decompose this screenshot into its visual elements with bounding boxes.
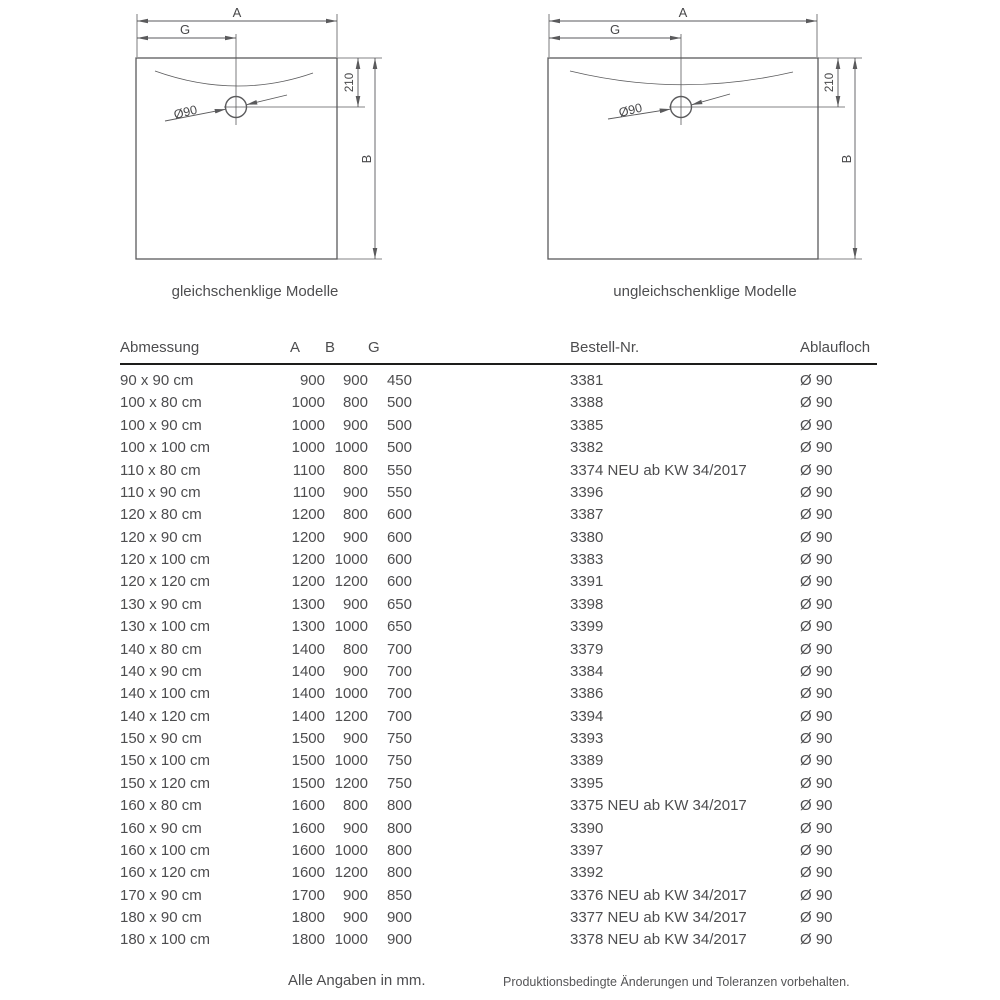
technical-drawing-square-model	[125, 5, 385, 270]
cell-ablaufloch: Ø 90	[800, 573, 833, 591]
dimension-label-a: A	[678, 5, 688, 20]
cell-abmessung: 180 x 90 cm	[120, 909, 202, 926]
table-header-row	[120, 339, 877, 364]
cell-abmessung: 120 x 120 cm	[120, 573, 211, 591]
table-row	[120, 818, 877, 840]
cell-g: 800	[386, 797, 412, 815]
cell-b: 1000	[334, 931, 368, 949]
table-row	[120, 392, 877, 414]
cell-a: 1400	[291, 662, 325, 680]
cell-a: 1000	[291, 416, 325, 434]
cell-g: 600	[386, 506, 412, 524]
tolerance-note: Produktionsbedingte Änderungen und Toleranzen vorbehalten.	[503, 975, 850, 989]
cell-a: 1200	[291, 551, 325, 568]
dimension-label-210: 210	[344, 72, 356, 93]
cell-a: 1700	[291, 886, 325, 904]
cell-a: 1600	[291, 797, 325, 815]
cell-b: 900	[342, 372, 368, 389]
cell-b: 800	[342, 506, 368, 524]
table-row	[120, 885, 877, 907]
cell-ablaufloch: Ø 90	[800, 483, 833, 501]
cell-bestell-nr: 3379	[570, 640, 604, 658]
cell-abmessung: 100 x 80 cm	[120, 394, 202, 412]
caption-rectangular-models: ungleichschenklige Modelle	[613, 283, 797, 300]
cell-a: 1200	[291, 573, 325, 591]
cell-g: 500	[386, 439, 412, 457]
cell-ablaufloch: Ø 90	[800, 864, 833, 882]
header-g: G	[368, 339, 412, 364]
header-abmessung: Abmessung	[120, 339, 290, 364]
cell-a: 1400	[291, 707, 325, 725]
cell-bestell-nr: 3374 NEU ab KW 34/2017	[570, 461, 747, 479]
cell-bestell-nr: 3389	[570, 752, 604, 770]
cell-bestell-nr: 3381	[570, 372, 604, 389]
table-row	[120, 460, 877, 482]
tray-slope-curve	[570, 71, 793, 85]
cell-a: 1200	[291, 528, 325, 546]
dimension-label-g: G	[179, 22, 191, 37]
cell-bestell-nr: 3388	[570, 394, 604, 412]
cell-ablaufloch: Ø 90	[800, 528, 833, 546]
cell-g: 750	[386, 752, 412, 770]
cell-bestell-nr: 3396	[570, 483, 604, 501]
cell-bestell-nr: 3390	[570, 819, 604, 837]
header-b: B	[325, 339, 368, 364]
cell-ablaufloch: Ø 90	[800, 730, 833, 747]
cell-ablaufloch: Ø 90	[800, 640, 833, 658]
cell-abmessung: 140 x 100 cm	[120, 685, 211, 703]
table-row	[120, 840, 877, 862]
cell-b: 900	[342, 416, 368, 434]
cell-abmessung: 170 x 90 cm	[120, 886, 202, 904]
cell-b: 900	[342, 483, 368, 501]
cell-ablaufloch: Ø 90	[800, 774, 833, 792]
spec-table	[120, 339, 877, 952]
cell-g: 850	[386, 886, 412, 904]
cell-g: 450	[386, 372, 412, 389]
cell-abmessung: 150 x 120 cm	[120, 774, 211, 792]
cell-abmessung: 110 x 80 cm	[120, 461, 201, 479]
cell-ablaufloch: Ø 90	[800, 662, 833, 680]
cell-a: 1800	[291, 931, 325, 949]
cell-bestell-nr: 3395	[570, 774, 604, 792]
cell-b: 1000	[334, 685, 368, 703]
table-row	[120, 364, 877, 392]
cell-ablaufloch: Ø 90	[800, 618, 833, 636]
cell-g: 900	[386, 909, 412, 926]
cell-b: 900	[342, 528, 368, 546]
cell-g: 700	[386, 640, 412, 658]
cell-ablaufloch: Ø 90	[800, 595, 833, 613]
dimension-label-210: 210	[824, 72, 836, 93]
tray-outline	[136, 58, 337, 259]
caption-square-models: gleichschenklige Modelle	[171, 283, 339, 300]
cell-g: 650	[386, 618, 412, 636]
cell-abmessung: 160 x 90 cm	[120, 819, 202, 837]
cell-bestell-nr: 3376 NEU ab KW 34/2017	[570, 886, 747, 904]
table-body	[120, 364, 877, 952]
cell-b: 1000	[334, 551, 368, 568]
cell-b: 800	[342, 640, 368, 658]
cell-g: 700	[386, 707, 412, 725]
cell-a: 1100	[292, 461, 325, 479]
cell-ablaufloch: Ø 90	[800, 506, 833, 524]
cell-bestell-nr: 3398	[570, 595, 604, 613]
cell-a: 1300	[291, 595, 325, 613]
cell-b: 800	[342, 394, 368, 412]
cell-abmessung: 100 x 90 cm	[120, 416, 202, 434]
cell-abmessung: 160 x 80 cm	[120, 797, 202, 815]
cell-g: 800	[386, 864, 412, 882]
table-row	[120, 706, 877, 728]
cell-bestell-nr: 3399	[570, 618, 604, 636]
cell-bestell-nr: 3375 NEU ab KW 34/2017	[570, 797, 747, 815]
table-row	[120, 862, 877, 884]
technical-drawing-rectangular-model	[540, 5, 870, 270]
cell-b: 800	[342, 461, 368, 479]
cell-g: 600	[386, 528, 412, 546]
cell-ablaufloch: Ø 90	[800, 819, 833, 837]
cell-b: 1200	[334, 707, 368, 725]
cell-bestell-nr: 3391	[570, 573, 604, 591]
cell-g: 700	[386, 685, 412, 703]
cell-ablaufloch: Ø 90	[800, 931, 833, 949]
header-ablaufloch: Ablaufloch	[800, 339, 877, 364]
cell-a: 1600	[291, 864, 325, 882]
cell-b: 1000	[334, 618, 368, 636]
cell-b: 900	[342, 886, 368, 904]
table-row	[120, 639, 877, 661]
cell-a: 1000	[291, 439, 325, 457]
cell-a: 1600	[291, 819, 325, 837]
table-row	[120, 571, 877, 593]
cell-ablaufloch: Ø 90	[800, 394, 833, 412]
cell-a: 1500	[291, 752, 325, 770]
cell-abmessung: 130 x 90 cm	[120, 595, 202, 613]
cell-bestell-nr: 3384	[570, 662, 604, 680]
dimension-label-b: B	[359, 154, 374, 164]
units-note: Alle Angaben in mm.	[288, 972, 426, 989]
cell-ablaufloch: Ø 90	[800, 707, 833, 725]
cell-abmessung: 140 x 120 cm	[120, 707, 211, 725]
cell-b: 900	[342, 819, 368, 837]
cell-b: 1200	[334, 774, 368, 792]
cell-b: 1200	[334, 573, 368, 591]
cell-b: 1200	[334, 864, 368, 882]
dimension-label-a: A	[232, 5, 242, 20]
cell-abmessung: 140 x 90 cm	[120, 662, 202, 680]
cell-g: 500	[386, 416, 412, 434]
table-row	[120, 907, 877, 929]
cell-a: 1600	[291, 841, 325, 859]
tray-outline	[548, 58, 818, 259]
cell-bestell-nr: 3377 NEU ab KW 34/2017	[570, 909, 747, 926]
cell-g: 800	[386, 819, 412, 837]
drain-leader-line	[246, 95, 287, 105]
cell-b: 900	[342, 595, 368, 613]
cell-abmessung: 110 x 90 cm	[120, 483, 201, 501]
cell-g: 600	[386, 573, 412, 591]
cell-a: 1300	[291, 618, 325, 636]
table-row	[120, 661, 877, 683]
cell-bestell-nr: 3387	[570, 506, 604, 524]
table-row	[120, 549, 877, 571]
spec-table-container	[120, 339, 877, 952]
cell-b: 1000	[334, 752, 368, 770]
cell-b: 1000	[334, 841, 368, 859]
cell-bestell-nr: 3394	[570, 707, 604, 725]
header-a: A	[290, 339, 325, 364]
cell-bestell-nr: 3385	[570, 416, 604, 434]
cell-a: 1800	[291, 909, 325, 926]
drain-leader-line	[691, 94, 730, 105]
header-bestell-nr: Bestell-Nr.	[412, 339, 800, 364]
cell-a: 900	[299, 372, 325, 389]
cell-g: 800	[386, 841, 412, 859]
cell-a: 1200	[291, 506, 325, 524]
cell-b: 900	[342, 909, 368, 926]
cell-abmessung: 130 x 100 cm	[120, 618, 211, 636]
table-row	[120, 415, 877, 437]
table-row	[120, 683, 877, 705]
cell-bestell-nr: 3393	[570, 730, 604, 747]
tray-slope-curve	[155, 71, 313, 86]
cell-abmessung: 160 x 100 cm	[120, 841, 211, 859]
cell-ablaufloch: Ø 90	[800, 886, 833, 904]
cell-abmessung: 120 x 90 cm	[120, 528, 202, 546]
drain-diameter-label: Ø90	[617, 100, 644, 120]
cell-ablaufloch: Ø 90	[800, 909, 833, 926]
cell-ablaufloch: Ø 90	[800, 372, 833, 389]
cell-b: 1000	[334, 439, 368, 457]
table-row	[120, 616, 877, 638]
cell-ablaufloch: Ø 90	[800, 685, 833, 703]
dimension-label-g: G	[609, 22, 621, 37]
cell-g: 900	[386, 931, 412, 949]
cell-g: 650	[386, 595, 412, 613]
cell-ablaufloch: Ø 90	[800, 416, 833, 434]
cell-abmessung: 90 x 90 cm	[120, 372, 194, 389]
cell-abmessung: 120 x 100 cm	[120, 551, 211, 568]
cell-abmessung: 180 x 100 cm	[120, 931, 211, 949]
cell-b: 900	[342, 730, 368, 747]
cell-g: 700	[386, 662, 412, 680]
cell-g: 600	[386, 551, 412, 568]
table-row	[120, 795, 877, 817]
table-row	[120, 504, 877, 526]
table-row	[120, 437, 877, 459]
cell-a: 1400	[291, 685, 325, 703]
cell-bestell-nr: 3380	[570, 528, 604, 546]
dimension-label-b: B	[839, 154, 854, 164]
cell-g: 750	[386, 730, 412, 747]
cell-ablaufloch: Ø 90	[800, 797, 833, 815]
cell-a: 1100	[292, 483, 325, 501]
cell-ablaufloch: Ø 90	[800, 461, 833, 479]
cell-g: 500	[386, 394, 412, 412]
cell-g: 550	[386, 483, 412, 501]
cell-b: 900	[342, 662, 368, 680]
cell-abmessung: 150 x 90 cm	[120, 730, 202, 747]
cell-abmessung: 120 x 80 cm	[120, 506, 202, 524]
cell-g: 550	[386, 461, 412, 479]
cell-abmessung: 160 x 120 cm	[120, 864, 211, 882]
cell-a: 1500	[291, 730, 325, 747]
cell-a: 1000	[291, 394, 325, 412]
cell-bestell-nr: 3383	[570, 551, 604, 568]
cell-ablaufloch: Ø 90	[800, 752, 833, 770]
table-row	[120, 750, 877, 772]
cell-abmessung: 100 x 100 cm	[120, 439, 211, 457]
table-row	[120, 594, 877, 616]
table-row	[120, 773, 877, 795]
cell-abmessung: 150 x 100 cm	[120, 752, 211, 770]
cell-bestell-nr: 3397	[570, 841, 604, 859]
drain-diameter-label: Ø90	[172, 102, 199, 122]
table-row	[120, 527, 877, 549]
cell-ablaufloch: Ø 90	[800, 841, 833, 859]
cell-bestell-nr: 3378 NEU ab KW 34/2017	[570, 931, 747, 949]
cell-g: 750	[386, 774, 412, 792]
cell-bestell-nr: 3392	[570, 864, 604, 882]
cell-bestell-nr: 3382	[570, 439, 604, 457]
cell-bestell-nr: 3386	[570, 685, 604, 703]
cell-b: 800	[342, 797, 368, 815]
cell-ablaufloch: Ø 90	[800, 439, 833, 457]
cell-ablaufloch: Ø 90	[800, 551, 833, 568]
table-row	[120, 482, 877, 504]
cell-a: 1400	[291, 640, 325, 658]
table-row	[120, 929, 877, 951]
cell-a: 1500	[291, 774, 325, 792]
cell-abmessung: 140 x 80 cm	[120, 640, 202, 658]
table-row	[120, 728, 877, 750]
